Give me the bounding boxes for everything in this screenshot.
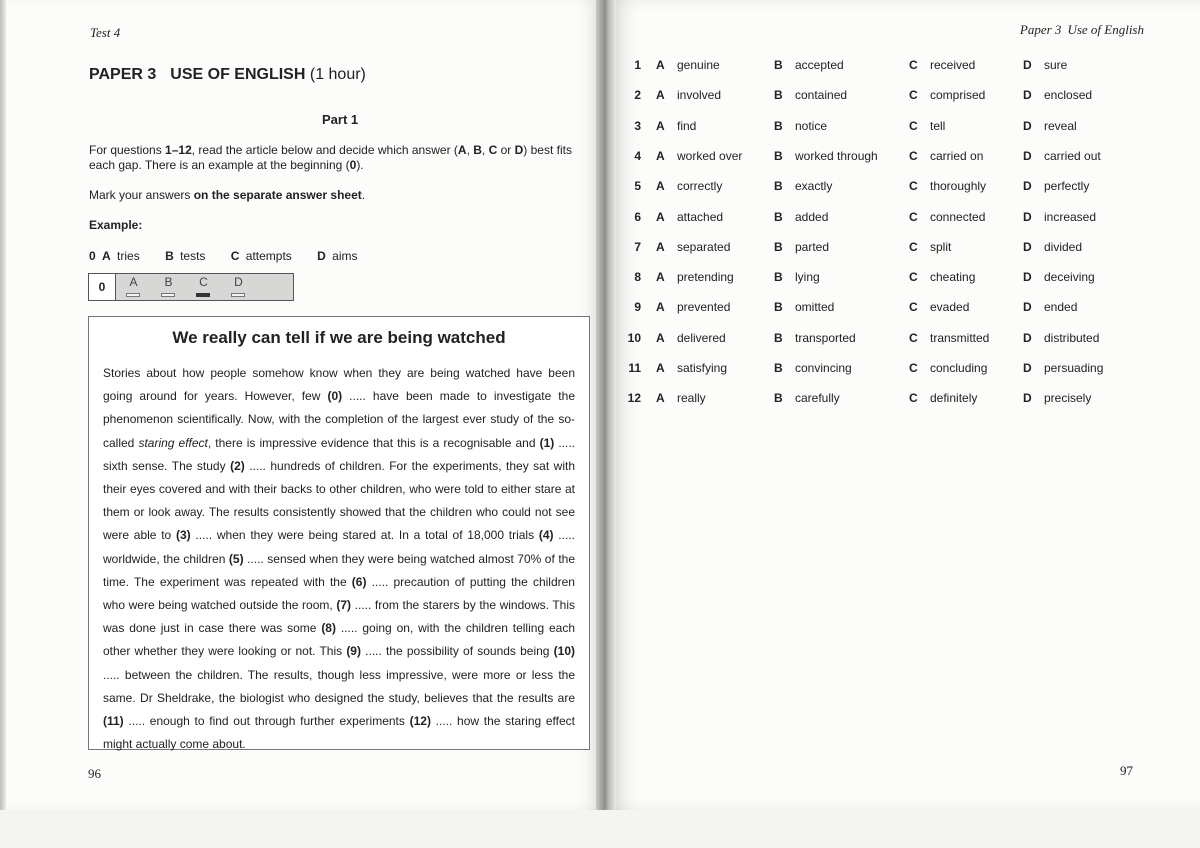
option-letter-c: C xyxy=(909,391,918,406)
option-text-d: precisely xyxy=(1044,391,1092,406)
option-letter-d: D xyxy=(1023,118,1032,133)
option-text-a: attached xyxy=(677,209,724,224)
option-text-b: notice xyxy=(795,118,828,133)
option-letter-d: D xyxy=(1023,209,1032,224)
option-letter-b: B xyxy=(774,391,783,406)
option-letter-b: B xyxy=(774,330,783,345)
option-text-a: pretending xyxy=(677,270,734,285)
passage-text: (1) xyxy=(539,435,555,450)
option-text-c: definitely xyxy=(930,391,978,406)
option-text-c: concluding xyxy=(930,361,988,375)
passage-text: ..... precaution of putting the children who were being watched outside the room, xyxy=(103,574,575,613)
article-box xyxy=(88,316,590,750)
page-number-left: 96 xyxy=(88,766,101,781)
passage-text: ..... sixth sense. The study xyxy=(103,435,575,473)
passage-text: ..... worldwide, the children xyxy=(103,528,575,566)
instruction-text: 1–12 xyxy=(165,143,192,157)
passage-text: ..... hundreds of children. For the experiments, they sat with their eyes covered and with their backs to other children, who were told to either stare at them or look away. The results consistently showed that the children who could not see were able to xyxy=(103,458,575,543)
instruction-text: D xyxy=(514,143,524,157)
passage-text: (6) xyxy=(351,574,367,589)
option-letter-d: D xyxy=(1023,361,1032,375)
option-letter-d: D xyxy=(1023,330,1032,345)
option-letter-d: D xyxy=(1023,270,1032,285)
article-passage xyxy=(103,362,575,756)
example-option-d: D aims xyxy=(317,249,358,263)
grid-cell-d: D xyxy=(221,274,256,300)
option-letter-a: A xyxy=(656,239,665,254)
option-text-d: divided xyxy=(1044,239,1083,254)
option-letter-d: D xyxy=(1023,148,1032,163)
passage-text: (12) xyxy=(409,714,431,729)
paper-duration: (1 hour) xyxy=(309,66,366,83)
question-number: 11 xyxy=(628,361,641,375)
option-text-b: added xyxy=(795,209,829,224)
passage-text: (4) xyxy=(538,528,554,543)
example-options xyxy=(89,249,380,263)
option-letter-a: A xyxy=(656,300,665,315)
instruction-text: A xyxy=(457,143,467,157)
page-edge xyxy=(0,0,6,810)
option-text-d: carried out xyxy=(1044,148,1101,163)
option-text-b: parted xyxy=(795,239,830,254)
question-number: 9 xyxy=(634,300,641,315)
instruction-text: For questions xyxy=(89,143,166,157)
option-letter-c: C xyxy=(909,58,918,72)
option-letter-a: A xyxy=(656,361,665,375)
instruction-text: ). xyxy=(356,158,364,172)
option-text-c: received xyxy=(930,58,976,72)
option-text-d: persuading xyxy=(1044,361,1104,375)
passage-text: , there is impressive evidence that this is a recognisable and xyxy=(207,435,540,450)
option-text-a: delivered xyxy=(677,330,726,345)
option-letter-d: D xyxy=(1023,88,1032,103)
passage-text: ..... from the starers by the windows. This was done just in case there was some xyxy=(103,598,576,636)
option-text-c: comprised xyxy=(930,88,986,103)
question-number: 6 xyxy=(634,209,641,224)
passage-text: ..... going on, with the children telling each other whether they were looking or not. This xyxy=(103,621,575,659)
question-number: 4 xyxy=(634,148,641,163)
question-number: 10 xyxy=(627,330,641,345)
option-letter-b: B xyxy=(774,148,783,163)
option-letter-d: D xyxy=(1023,300,1032,315)
option-letter-c: C xyxy=(909,118,918,133)
option-text-a: genuine xyxy=(677,58,720,72)
option-letter-a: A xyxy=(656,118,665,133)
option-text-a: involved xyxy=(677,88,722,103)
mark-bold-text: on the separate answer sheet xyxy=(193,188,362,202)
running-head-paper: Paper 3 xyxy=(1019,22,1062,37)
running-head-right xyxy=(1014,22,1144,38)
option-text-c: connected xyxy=(930,209,986,224)
option-text-c: evaded xyxy=(930,300,970,315)
grid-cell-b: B xyxy=(151,274,186,300)
passage-text: (2) xyxy=(230,458,245,473)
option-letter-a: A xyxy=(656,148,665,163)
question-number: 7 xyxy=(634,239,641,254)
option-letter-c: C xyxy=(909,361,918,375)
option-text-d: increased xyxy=(1044,209,1097,224)
passage-text: Stories about how people somehow know when they are being watched have been going around for years. However, few xyxy=(103,366,575,404)
option-letter-a: A xyxy=(656,330,665,345)
passage-text: ..... enough to find out through further experiments xyxy=(123,714,410,729)
option-text-d: perfectly xyxy=(1044,179,1090,194)
question-number: 1 xyxy=(634,58,641,72)
instruction-text: , xyxy=(481,143,489,157)
option-letter-d: D xyxy=(1023,391,1032,406)
option-letter-d: D xyxy=(1023,179,1032,194)
option-text-d: distributed xyxy=(1044,330,1100,345)
option-letter-c: C xyxy=(909,209,918,224)
option-letter-b: B xyxy=(774,270,783,285)
option-text-b: lying xyxy=(795,270,820,285)
passage-text: staring effect xyxy=(138,435,208,450)
passage-text: (5) xyxy=(228,551,244,566)
passage-text: (11) xyxy=(103,714,124,729)
question-number: 2 xyxy=(634,88,641,103)
option-letter-b: B xyxy=(774,209,783,224)
option-text-c: cheating xyxy=(930,270,976,285)
option-text-b: accepted xyxy=(795,58,844,72)
example-option-c: C attempts xyxy=(230,249,292,263)
option-text-a: worked over xyxy=(677,148,743,163)
option-letter-c: C xyxy=(909,270,918,285)
question-number: 12 xyxy=(627,391,641,406)
option-letter-a: A xyxy=(656,270,665,285)
passage-text: ..... have been made to investigate the phenomenon scientifically. Now, with the completion of the largest ever study of the so-called xyxy=(103,389,575,450)
grid-cell-a: A xyxy=(116,274,151,300)
page-number-right: 97 xyxy=(1120,763,1133,778)
question-number: 5 xyxy=(634,179,641,194)
mark-end: . xyxy=(361,188,366,202)
article-title: We really can tell if we are being watched xyxy=(172,328,506,347)
option-text-b: convincing xyxy=(795,361,852,375)
passage-text: (0) xyxy=(327,389,343,404)
option-text-c: carried on xyxy=(930,148,984,163)
question-number: 8 xyxy=(634,270,641,285)
option-letter-a: A xyxy=(656,58,665,72)
option-text-a: prevented xyxy=(677,300,731,315)
option-letter-b: B xyxy=(774,300,783,315)
option-letter-d: D xyxy=(1023,239,1032,254)
option-letter-c: C xyxy=(909,179,918,194)
option-text-d: sure xyxy=(1044,58,1068,72)
option-text-b: omitted xyxy=(795,300,835,315)
example-label: Example: xyxy=(89,218,143,232)
option-text-b: worked through xyxy=(795,148,878,163)
option-letter-a: A xyxy=(656,88,665,103)
instruction-text: , read the article below and decide which answer ( xyxy=(191,143,458,157)
passage-text: ..... how the staring effect might actually come about. xyxy=(103,714,576,752)
option-letter-c: C xyxy=(909,88,918,103)
option-letter-b: B xyxy=(774,179,783,194)
example-number: 0 xyxy=(89,249,96,263)
option-text-b: exactly xyxy=(795,179,833,194)
option-text-d: ended xyxy=(1044,300,1078,315)
passage-text: (10) xyxy=(553,644,575,659)
option-letter-d: D xyxy=(1023,58,1032,72)
option-letter-c: C xyxy=(909,300,918,315)
option-letter-b: B xyxy=(774,58,783,72)
instruction-text: 0 xyxy=(349,158,357,172)
option-text-a: satisfying xyxy=(677,361,728,375)
option-text-a: really xyxy=(677,391,706,406)
option-letter-a: A xyxy=(656,391,665,406)
option-text-b: contained xyxy=(795,88,848,103)
option-text-a: find xyxy=(677,118,697,133)
grid-cell-c-selected: C xyxy=(186,274,221,300)
passage-text: (3) xyxy=(176,528,191,543)
paper-label: PAPER 3 xyxy=(89,66,157,83)
instructions xyxy=(89,143,599,173)
option-text-a: separated xyxy=(677,239,731,254)
instruction-text: ) best fits each gap. There is an example at the beginning ( xyxy=(89,143,572,172)
mark-instruction xyxy=(89,188,365,202)
instruction-text: C xyxy=(488,143,498,157)
passage-text: ..... the possibility of sounds being xyxy=(360,644,554,659)
option-letter-a: A xyxy=(656,179,665,194)
instruction-text: , xyxy=(466,143,474,157)
option-text-d: enclosed xyxy=(1044,88,1093,103)
passage-text: (7) xyxy=(336,598,352,613)
book-gutter xyxy=(596,0,616,810)
option-text-b: carefully xyxy=(795,391,840,406)
option-letter-c: C xyxy=(909,148,918,163)
left-page xyxy=(0,0,604,810)
instruction-text: or xyxy=(497,143,515,157)
passage-text: (9) xyxy=(346,644,361,659)
option-letter-a: A xyxy=(656,209,665,224)
option-text-d: reveal xyxy=(1044,118,1077,133)
instruction-text: B xyxy=(473,143,482,157)
option-text-c: thoroughly xyxy=(930,179,987,194)
option-letter-b: B xyxy=(774,88,783,103)
question-number: 3 xyxy=(634,118,641,133)
option-letter-c: C xyxy=(909,330,918,345)
option-text-c: tell xyxy=(930,118,946,133)
running-head-subject: Use of English xyxy=(1067,22,1144,37)
running-head-left: Test 4 xyxy=(90,25,121,40)
part-heading: Part 1 xyxy=(322,112,359,127)
example-answer-grid xyxy=(88,273,294,301)
option-letter-b: B xyxy=(774,118,783,133)
option-text-c: transmitted xyxy=(930,330,990,345)
option-letter-c: C xyxy=(909,239,918,254)
option-text-a: correctly xyxy=(677,179,723,194)
paper-subject: USE OF ENGLISH xyxy=(170,66,306,83)
example-option-b: B tests xyxy=(165,249,206,263)
option-letter-b: B xyxy=(774,239,783,254)
passage-text: ..... sensed when they were being watched almost 70% of the time. The experiment was repeated with the xyxy=(103,551,575,589)
grid-number: 0 xyxy=(89,274,116,300)
example-option-a: A tries xyxy=(102,249,140,263)
option-text-b: transported xyxy=(795,330,856,345)
paper-title xyxy=(89,66,366,84)
passage-text: ..... when they were being stared at. In a total of 18,000 trials xyxy=(190,528,539,543)
passage-text: (8) xyxy=(321,621,336,636)
mark-text: Mark your answers xyxy=(89,188,194,202)
option-text-c: split xyxy=(930,239,952,254)
option-letter-b: B xyxy=(774,361,783,375)
passage-text: ..... between the children. The results, though less impressive, were more or less the same. Dr Sheldrake, the biologist who designed the study, believes that the results are xyxy=(103,667,575,705)
option-text-d: deceiving xyxy=(1044,270,1095,285)
